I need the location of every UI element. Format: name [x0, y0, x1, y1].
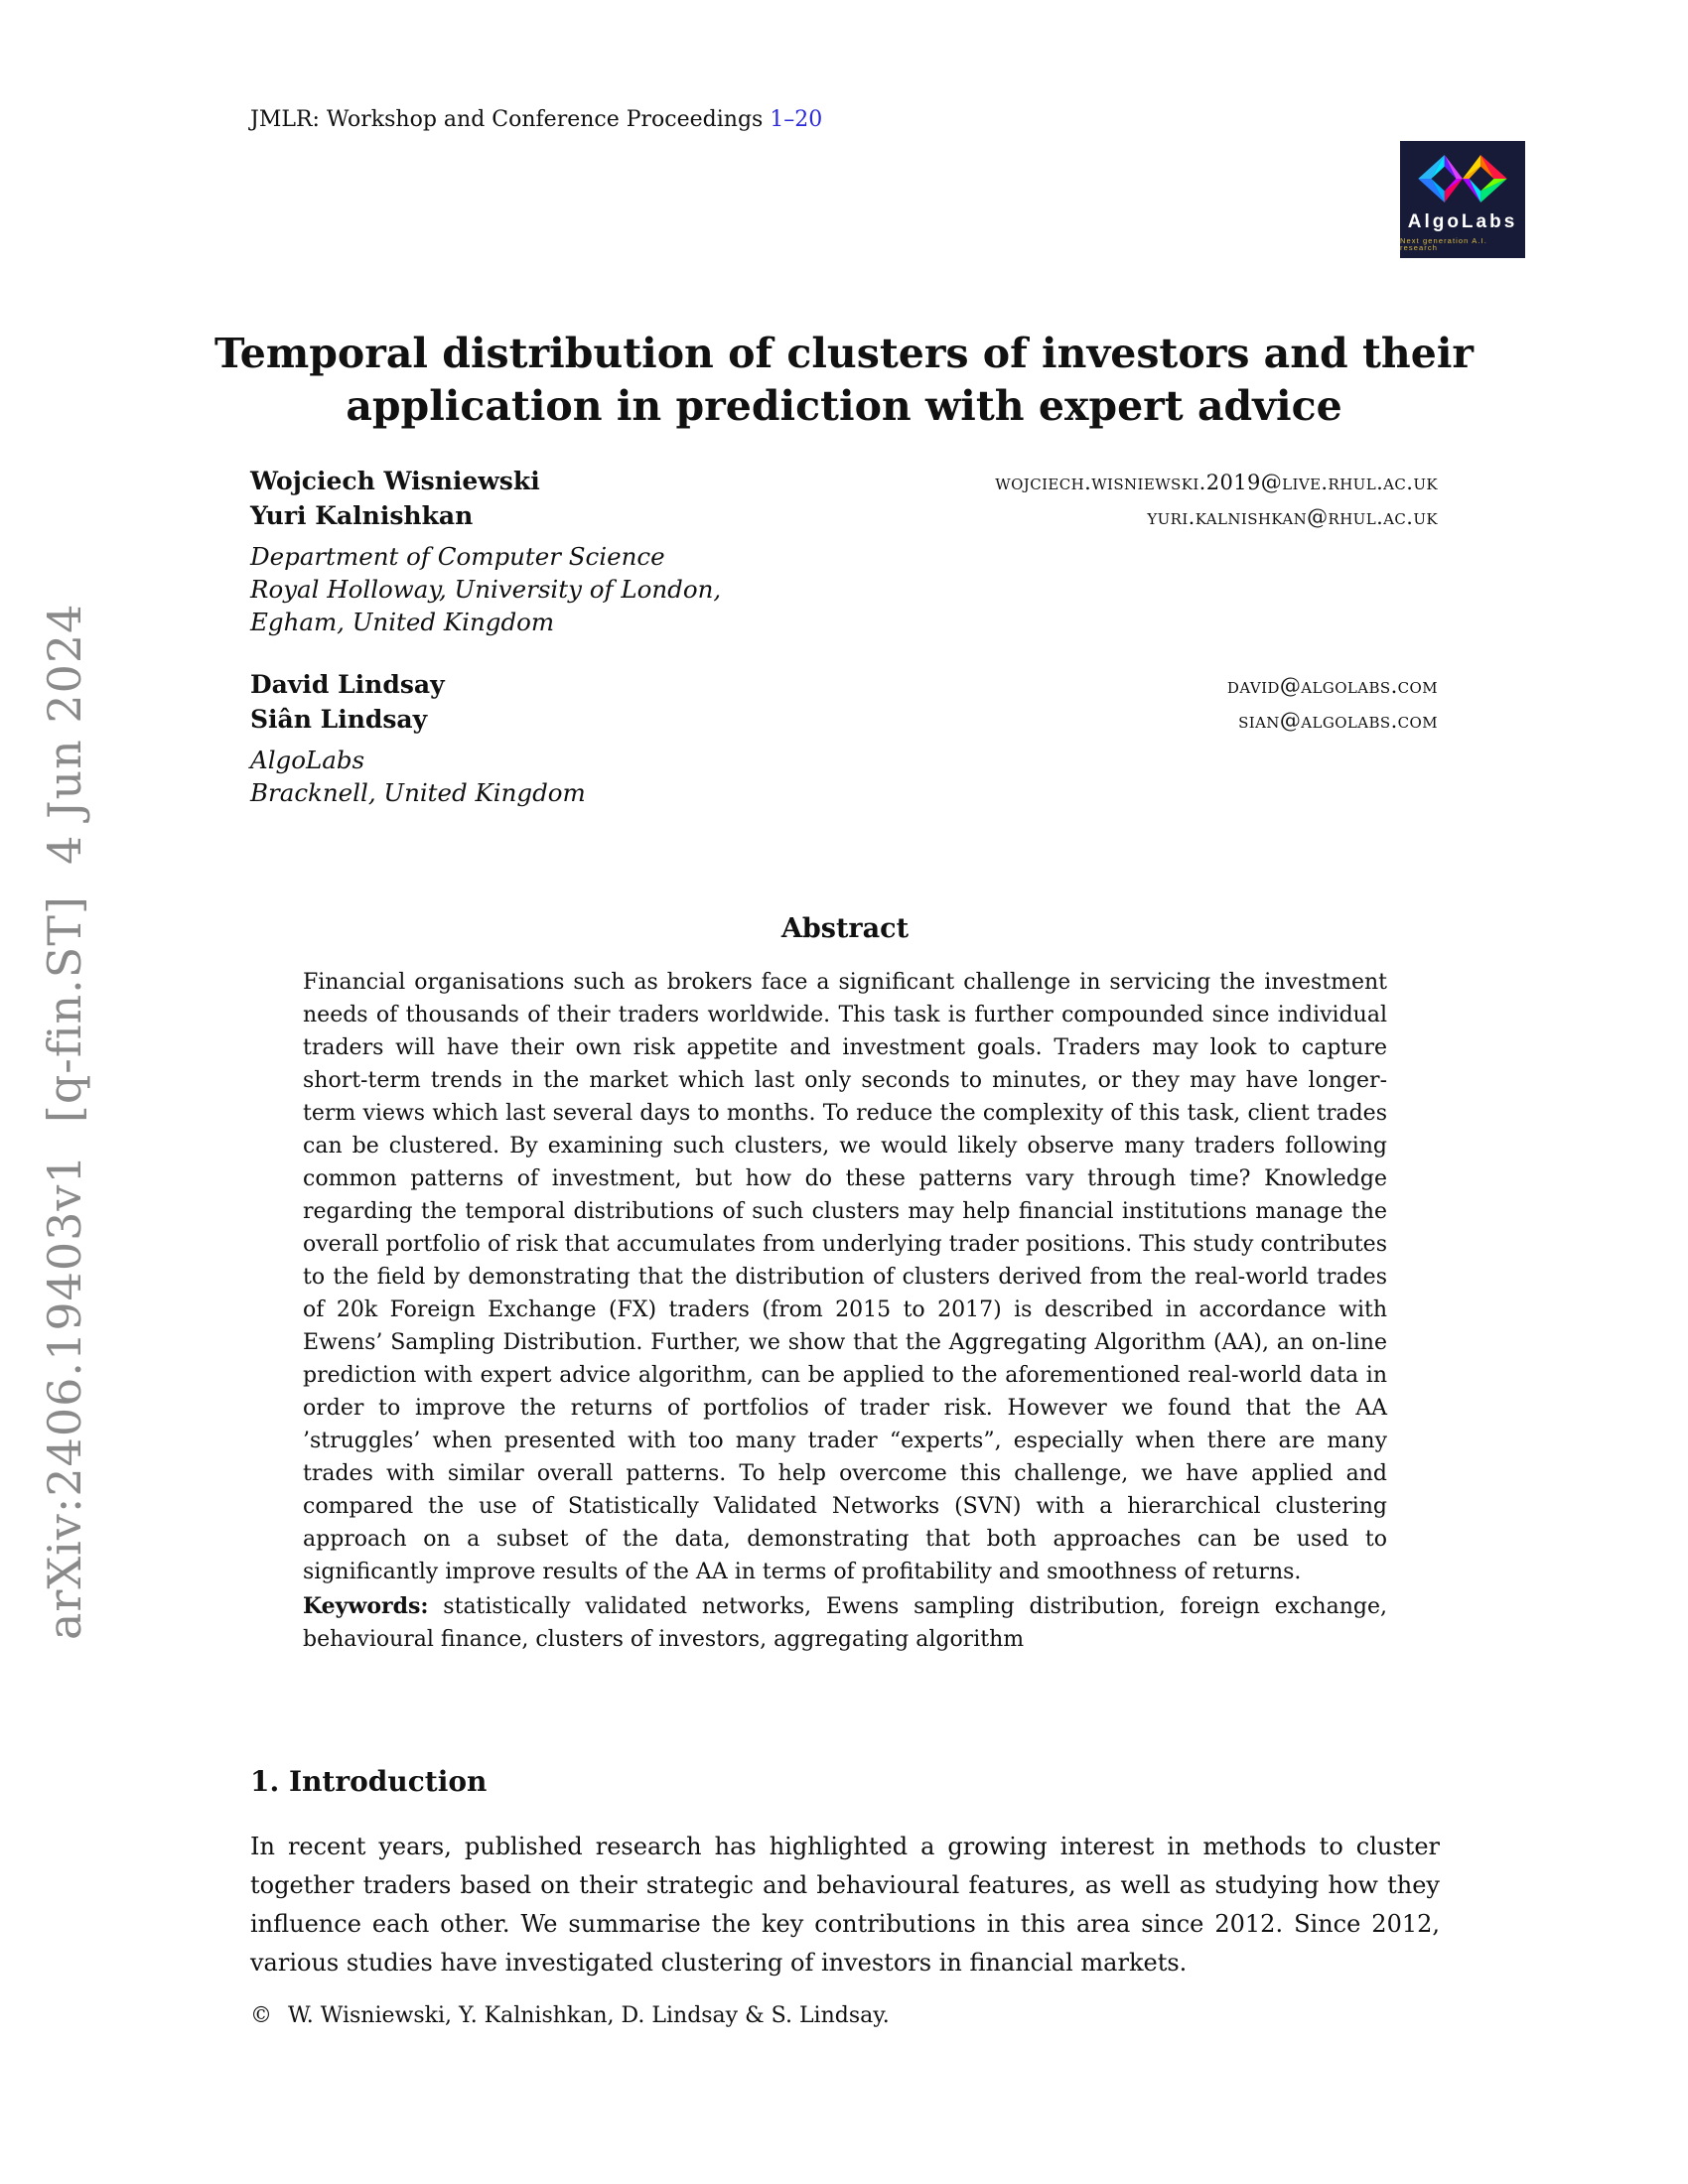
- title-line-1: Temporal distribution of clusters of investors and their: [213, 330, 1475, 377]
- author-name: Wojciech Wisniewski: [250, 467, 540, 495]
- author-email: david@algolabs.com: [1226, 674, 1438, 698]
- title-line-2: application in prediction with expert advice: [346, 382, 1342, 430]
- page-title: [0, 328, 1688, 433]
- author-email: wojciech.wisniewski.2019@live.rhul.ac.uk: [995, 471, 1438, 494]
- affiliation: [250, 540, 1438, 638]
- author-block: [250, 465, 1438, 809]
- abstract-heading: Abstract: [780, 913, 910, 944]
- abstract-block: [303, 913, 1387, 1656]
- running-head: [250, 107, 822, 132]
- affiliation-line: Egham, United Kingdom: [250, 608, 555, 636]
- affiliation: [250, 744, 1438, 809]
- affiliation-line: Department of Computer Science: [250, 542, 665, 571]
- author-email: sian@algolabs.com: [1238, 709, 1438, 733]
- affiliation-line: AlgoLabs: [250, 746, 365, 774]
- section-heading: 1. Introduction: [250, 1765, 488, 1798]
- author-email: yuri.kalnishkan@rhul.ac.uk: [1147, 505, 1438, 529]
- author-name: Siân Lindsay: [250, 705, 428, 734]
- author-row: [250, 499, 1438, 534]
- author-name: David Lindsay: [250, 670, 445, 699]
- logo-brand-text: AlgoLabs: [1407, 210, 1518, 232]
- page-range-link[interactable]: 1–20: [770, 107, 823, 132]
- keywords-text: statistically validated networks, Ewens sampling distribution, foreign exchange, behavioural finance, clusters of investors, aggregating algorithm: [303, 1594, 1387, 1652]
- author-row: [250, 465, 1438, 499]
- affiliation-line: Royal Holloway, University of London,: [250, 575, 722, 604]
- section-body: In recent years, published research has highlighted a growing interest in methods to cluster together traders based on their strategic and behavioural features, as well as studying how they influence each other. We summarise the key contributions in this area since 2012. Since 2012, various studies have investigated clustering of investors in financial markets.: [250, 1833, 1440, 1977]
- author-name: Yuri Kalnishkan: [250, 501, 474, 530]
- keywords-label: Keywords:: [303, 1593, 429, 1619]
- author-group-algolabs: [250, 668, 1438, 809]
- author-group-rhul: [250, 465, 1438, 638]
- infinity-icon: [1411, 150, 1514, 207]
- author-row: [250, 703, 1438, 738]
- algolabs-logo: [1400, 141, 1525, 258]
- affiliation-line: Bracknell, United Kingdom: [250, 778, 586, 807]
- abstract-body: Financial organisations such as brokers face a significant challenge in servicing the investment needs of thousands of their traders worldwide. This task is further compounded since individual traders will have their own risk appetite and investment goals. Traders may look to capture short-term trends in the market which last only seconds to minutes, or they may have longer-term views which last several days to months. To reduce the complexity of this task, client trades can be clustered. By examining such clusters, we would likely observe many traders following common patterns of investment, but how do these patterns vary through time? Knowledge regarding the temporal distributions of such clusters may help financial institutions manage the overall portfolio of risk that accumulates from underlying trader positions. This study contributes to the field by demonstrating that the distribution of clusters derived from the real-world trades of 20k Foreign Exchange (FX) traders (from 2015 to 2017) is described in accordance with Ewens’ Sampling Distribution. Further, we show that the Aggregating Algorithm (AA), an on-line prediction with expert advice algorithm, can be applied to the aforementioned real-world data in order to improve the returns of portfolios of trader risk. However we found that the AA ’struggles’ when presented with too many trader “experts”, especially when there are many trades with similar overall patterns. To help overcome this challenge, we have applied and compared the use of Statistically Validated Networks (SVN) with a hierarchical clustering approach on a subset of the data, demonstrating that both approaches can be used to significantly improve results of the AA in terms of profitability and smoothness of returns.: [303, 970, 1387, 1584]
- copyright-text: W. Wisniewski, Y. Kalnishkan, D. Lindsay & S. Lindsay.: [288, 2003, 890, 2028]
- keywords: [303, 1590, 1387, 1656]
- author-row: [250, 668, 1438, 703]
- venue-text: JMLR: Workshop and Conference Proceedings: [250, 107, 764, 132]
- section-introduction: [250, 1765, 1440, 1982]
- logo-tagline-text: Next generation A.I. research: [1400, 235, 1487, 252]
- copyright-footer: [250, 2003, 890, 2028]
- copyright-icon: ©: [250, 2003, 272, 2028]
- arxiv-stamp: arXiv:2406.19403v1 [q-fin.ST] 4 Jun 2024: [38, 603, 91, 1641]
